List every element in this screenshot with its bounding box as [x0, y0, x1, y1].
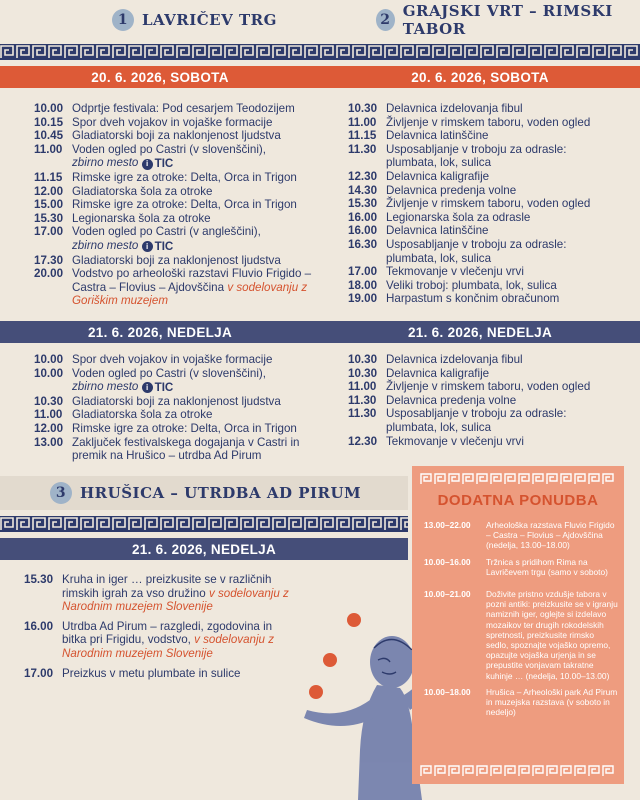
day-label: 20. 6. 2026, SOBOTA [91, 69, 229, 85]
event-time: 16.00 [24, 619, 54, 633]
event-text: Voden ogled po Castri (v slovenščini), [72, 366, 266, 380]
event-description [386, 353, 610, 367]
event-description [72, 422, 324, 436]
event-time: 15.00 [34, 198, 64, 212]
sunday-bar [0, 321, 640, 343]
meeting-point-label: zbirno mesto [72, 238, 139, 252]
event-description [386, 435, 610, 449]
event-time: 11.30 [348, 142, 377, 156]
event-description [72, 185, 324, 199]
schedule-row [24, 667, 294, 681]
schedule-row [34, 212, 324, 226]
event-time: 10.30 [348, 353, 378, 366]
event-text: Delavnica izdelovanja fibul [386, 353, 523, 366]
event-time: 17.30 [34, 253, 64, 267]
event-description [72, 171, 324, 185]
event-time: 10.00 [34, 353, 64, 366]
event-time: 11.15 [348, 129, 377, 143]
schedule-row [34, 367, 324, 395]
event-time: 11.15 [34, 170, 63, 184]
ball [347, 613, 361, 627]
event-text: Gladiatorska šola za otroke [72, 408, 213, 422]
event-text: Gladiatorski boji za naklonjenost ljudstva [72, 253, 281, 267]
ball [323, 653, 337, 667]
extra-time: 10.00–16.00 [424, 556, 471, 567]
event-description [386, 116, 610, 130]
schedule-row [34, 353, 324, 367]
event-text: Delavnica predenja volne [386, 393, 517, 407]
extra-list [424, 520, 618, 723]
event-description [62, 573, 294, 614]
venue-2-name: GRAJSKI VRT – RIMSKI TABOR [402, 2, 613, 38]
extra-text: Tržnica s pridihom Rima na Lavričevem trgu (samo v soboto) [486, 556, 608, 577]
event-description [72, 395, 324, 409]
event-time: 12.00 [34, 421, 64, 435]
event-description [386, 224, 610, 238]
event-text: Življenje v rimskem taboru, voden ogled [386, 380, 591, 394]
extra-text: Doživite pristno vzdušje tabora v pozni antiki: preizkusite se v igranju namiznih iger, oglejte si izdelavo mozaikov ter drugih rokodelskih spretnosti, preizkusite rimsko sedlo, spoznajte vojaško opremo, opazujte vojaška urjenja in se prepustite vonjavam takratne kuhinje … (nedelja, 10.00–13.00) [486, 589, 618, 681]
event-text: Utrdba Ad Pirum – razgledi, zgodovina in bitka pri Frigidu, vodstvo, [62, 619, 273, 647]
event-description [72, 353, 324, 367]
event-text: Legionarska šola za otroke [72, 211, 211, 225]
event-text: Življenje v rimskem taboru, voden ogled [386, 197, 591, 211]
event-description [72, 225, 324, 253]
event-description [386, 292, 610, 306]
extra-item [424, 557, 618, 577]
schedule-row [34, 143, 324, 171]
event-text: Delavnica predenja volne [386, 183, 517, 197]
extra-title: DODATNA PONUDBA [437, 492, 599, 509]
schedule-row [34, 198, 324, 212]
event-time: 17.00 [34, 225, 64, 239]
schedule-row [348, 380, 610, 394]
sunday-bar-v3 [0, 538, 408, 560]
event-text: Delavnica latinščine [386, 129, 489, 143]
schedule-row [34, 116, 324, 130]
event-time: 11.00 [34, 408, 63, 422]
tic-label: TIC [154, 239, 174, 253]
schedule-row [24, 620, 294, 661]
greek-key-border [0, 44, 640, 60]
event-text: Življenje v rimskem taboru, voden ogled [386, 115, 591, 129]
schedule-sun-v3 [24, 573, 294, 686]
event-time: 15.30 [348, 197, 378, 211]
event-time: 14.30 [348, 183, 378, 197]
event-time: 10.15 [34, 115, 64, 129]
event-description [386, 197, 610, 211]
event-text: Delavnica izdelovanja fibul [386, 102, 523, 115]
event-description [386, 380, 610, 394]
schedule-row [348, 394, 610, 408]
day-label: 21. 6. 2026, NEDELJA [131, 541, 277, 557]
event-text: Usposabljanje v troboju za odrasle: plumbata, lok, sulica [386, 237, 567, 265]
event-text: Kruha in iger … preizkusite se v različnih rimskih igrah za vso družino [62, 573, 272, 600]
schedule-row [34, 171, 324, 185]
event-text: Zaključek festivalskega dogajanja v Castri in premik na Hrušico – utrdba Ad Pirum [72, 435, 300, 463]
schedule-row [34, 225, 324, 253]
event-description [386, 129, 610, 143]
event-time: 11.00 [348, 380, 377, 394]
event-time: 10.30 [34, 394, 64, 408]
event-text: Gladiatorski boji za naklonjenost ljudstva [72, 394, 281, 408]
event-text: Tekmovanje v vlečenju vrvi [386, 265, 524, 279]
schedule-row [348, 170, 610, 184]
extra-offer-panel [412, 466, 624, 784]
schedule-row [348, 102, 610, 116]
venue-3-name: HRUŠICA – UTRDBA AD PIRUM [80, 484, 362, 502]
event-description [386, 238, 610, 265]
venue-3-header [50, 476, 361, 510]
venue-1-name: LAVRIČEV TRG [142, 11, 277, 29]
schedule-row [34, 436, 324, 463]
schedule-row [348, 224, 610, 238]
venue-number: 3 [50, 482, 72, 504]
event-description [386, 367, 610, 381]
extra-text: Hrušica – Arheološki park Ad Pirum in muzejska razstava (v soboto in nedeljo) [486, 686, 618, 718]
greek-key-border [0, 516, 408, 532]
tic-badge [142, 381, 174, 395]
event-description [386, 211, 610, 225]
event-description [72, 367, 324, 395]
schedule-row [348, 265, 610, 279]
saturday-bar [0, 66, 640, 88]
extra-time: 13.00–22.00 [424, 520, 471, 530]
schedule-row [348, 292, 610, 306]
event-time: 12.30 [348, 169, 378, 183]
event-description [386, 279, 610, 293]
event-time: 10.45 [34, 129, 64, 143]
event-time: 11.00 [34, 142, 63, 156]
schedule-row [348, 184, 610, 198]
event-time: 10.00 [34, 366, 64, 380]
event-description [386, 394, 610, 408]
info-icon: i [142, 382, 153, 393]
tic-label: TIC [154, 381, 174, 395]
event-text: Delavnica latinščine [386, 224, 489, 238]
event-text: Voden ogled po Castri (v slovenščini), [72, 142, 266, 156]
greek-key-border [420, 472, 616, 486]
event-description [386, 265, 610, 279]
tic-badge [142, 240, 174, 254]
greek-key-border [420, 764, 616, 778]
meeting-point-label: zbirno mesto [72, 380, 139, 394]
tic-label: TIC [154, 157, 174, 171]
info-icon: i [142, 159, 153, 170]
event-description [72, 143, 324, 171]
day-label: 21. 6. 2026, NEDELJA [87, 324, 233, 340]
event-text: Delavnica kaligrafije [386, 366, 490, 380]
event-time: 15.30 [24, 573, 54, 586]
event-time: 16.30 [348, 237, 378, 251]
info-icon: i [142, 241, 153, 252]
extra-item [424, 589, 618, 681]
venue-number: 1 [112, 9, 134, 31]
schedule-sun-left [34, 353, 324, 463]
event-description [386, 102, 610, 116]
event-time: 17.00 [348, 265, 378, 279]
event-description [62, 620, 294, 661]
event-time: 17.00 [24, 666, 54, 680]
event-text: Legionarska šola za odrasle [386, 210, 531, 224]
event-text: Preizkus v metu plumbate in sulice [62, 666, 241, 680]
event-time: 18.00 [348, 278, 378, 292]
schedule-row [34, 408, 324, 422]
cooperation-note: v sodelovanju z Goriškim muzejem [72, 280, 308, 308]
event-time: 10.30 [348, 366, 378, 380]
schedule-row [34, 185, 324, 199]
event-text: Vodstvo po arheološki razstavi Fluvio Frigido – Castra – Flovius – Ajdovščina [72, 267, 312, 294]
venue-number: 2 [376, 9, 395, 31]
schedule-row [348, 211, 610, 225]
event-time: 15.30 [34, 211, 64, 225]
schedule-row [34, 395, 324, 409]
extra-item [424, 687, 618, 718]
event-description [72, 116, 324, 130]
event-time: 11.30 [348, 393, 377, 407]
event-time: 16.00 [348, 224, 378, 238]
extra-time: 10.00–18.00 [424, 686, 471, 697]
day-label: 20. 6. 2026, SOBOTA [411, 69, 549, 85]
schedule-row [24, 573, 294, 614]
event-description [72, 254, 324, 268]
ball [309, 685, 323, 699]
event-time: 19.00 [348, 292, 378, 306]
schedule-row [348, 129, 610, 143]
schedule-row [348, 407, 610, 434]
schedule-row [348, 116, 610, 130]
extra-time: 10.00–21.00 [424, 589, 471, 600]
cooperation-note: v sodelovanju z Narodnim muzejem Slovenije [62, 633, 275, 660]
event-time: 10.00 [34, 102, 64, 115]
schedule-sat-right [348, 102, 610, 306]
schedule-row [348, 353, 610, 367]
event-text: Spor dveh vojakov in vojaške formacije [72, 353, 273, 366]
cooperation-note: v sodelovanju z Narodnim muzejem Slovenije [62, 586, 289, 614]
event-text: Tekmovanje v vlečenju vrvi [386, 434, 524, 448]
extra-text: Arheološka razstava Fluvio Frigido – Castra – Flovius – Ajdovščina (nedelja, 13.00–18.00) [486, 520, 615, 551]
event-text: Gladiatorski boji za naklonjenost ljudstva [72, 129, 281, 143]
schedule-row [348, 279, 610, 293]
event-text: Rimske igre za otroke: Delta, Orca in Trigon [72, 170, 297, 184]
schedule-sat-left [34, 102, 324, 308]
schedule-row [34, 254, 324, 268]
event-text: Gladiatorska šola za otroke [72, 184, 213, 198]
event-text: Rimske igre za otroke: Delta, Orca in Trigon [72, 421, 297, 435]
event-text: Veliki troboj: plumbata, lok, sulica [386, 278, 557, 292]
event-time: 12.00 [34, 184, 64, 198]
schedule-row [348, 238, 610, 265]
schedule-row [348, 367, 610, 381]
event-text: Delavnica kaligrafije [386, 169, 490, 183]
schedule-sun-right [348, 353, 610, 448]
event-time: 12.30 [348, 434, 378, 448]
event-time: 11.00 [348, 115, 377, 129]
schedule-row [348, 197, 610, 211]
event-description [72, 198, 324, 212]
venue-2-header [376, 0, 640, 40]
event-text: Rimske igre za otroke: Delta, Orca in Trigon [72, 198, 297, 212]
meeting-point-label: zbirno mesto [72, 156, 139, 170]
event-text: Spor dveh vojakov in vojaške formacije [72, 115, 273, 129]
event-description [386, 143, 610, 170]
event-description [72, 212, 324, 226]
event-time: 13.00 [34, 435, 64, 449]
event-text: Odprtje festivala: Pod cesarjem Teodozijem [72, 102, 295, 115]
schedule-row [348, 435, 610, 449]
event-description [72, 267, 324, 308]
event-description [72, 102, 324, 116]
event-description [386, 407, 610, 434]
schedule-row [34, 267, 324, 308]
event-text: Voden ogled po Castri (v angleščini), [72, 225, 261, 239]
event-description [386, 170, 610, 184]
extra-item [424, 520, 618, 551]
venue-1-header [112, 0, 277, 40]
schedule-row [34, 102, 324, 116]
event-description [72, 408, 324, 422]
event-text: Harpastum s končnim obračunom [386, 292, 560, 306]
event-time: 11.30 [348, 407, 377, 421]
event-description [386, 184, 610, 198]
schedule-row [34, 422, 324, 436]
event-description [72, 129, 324, 143]
event-description [72, 436, 324, 463]
schedule-row [348, 143, 610, 170]
schedule-row [34, 129, 324, 143]
event-text: Usposabljanje v troboju za odrasle: plumbata, lok, sulica [386, 407, 567, 434]
event-time: 10.30 [348, 102, 378, 115]
tic-badge [142, 157, 174, 171]
event-time: 16.00 [348, 210, 378, 224]
event-description [62, 667, 294, 681]
day-label: 21. 6. 2026, NEDELJA [407, 324, 553, 340]
event-time: 20.00 [34, 267, 64, 281]
event-text: Usposabljanje v troboju za odrasle: plumbata, lok, sulica [386, 142, 567, 170]
